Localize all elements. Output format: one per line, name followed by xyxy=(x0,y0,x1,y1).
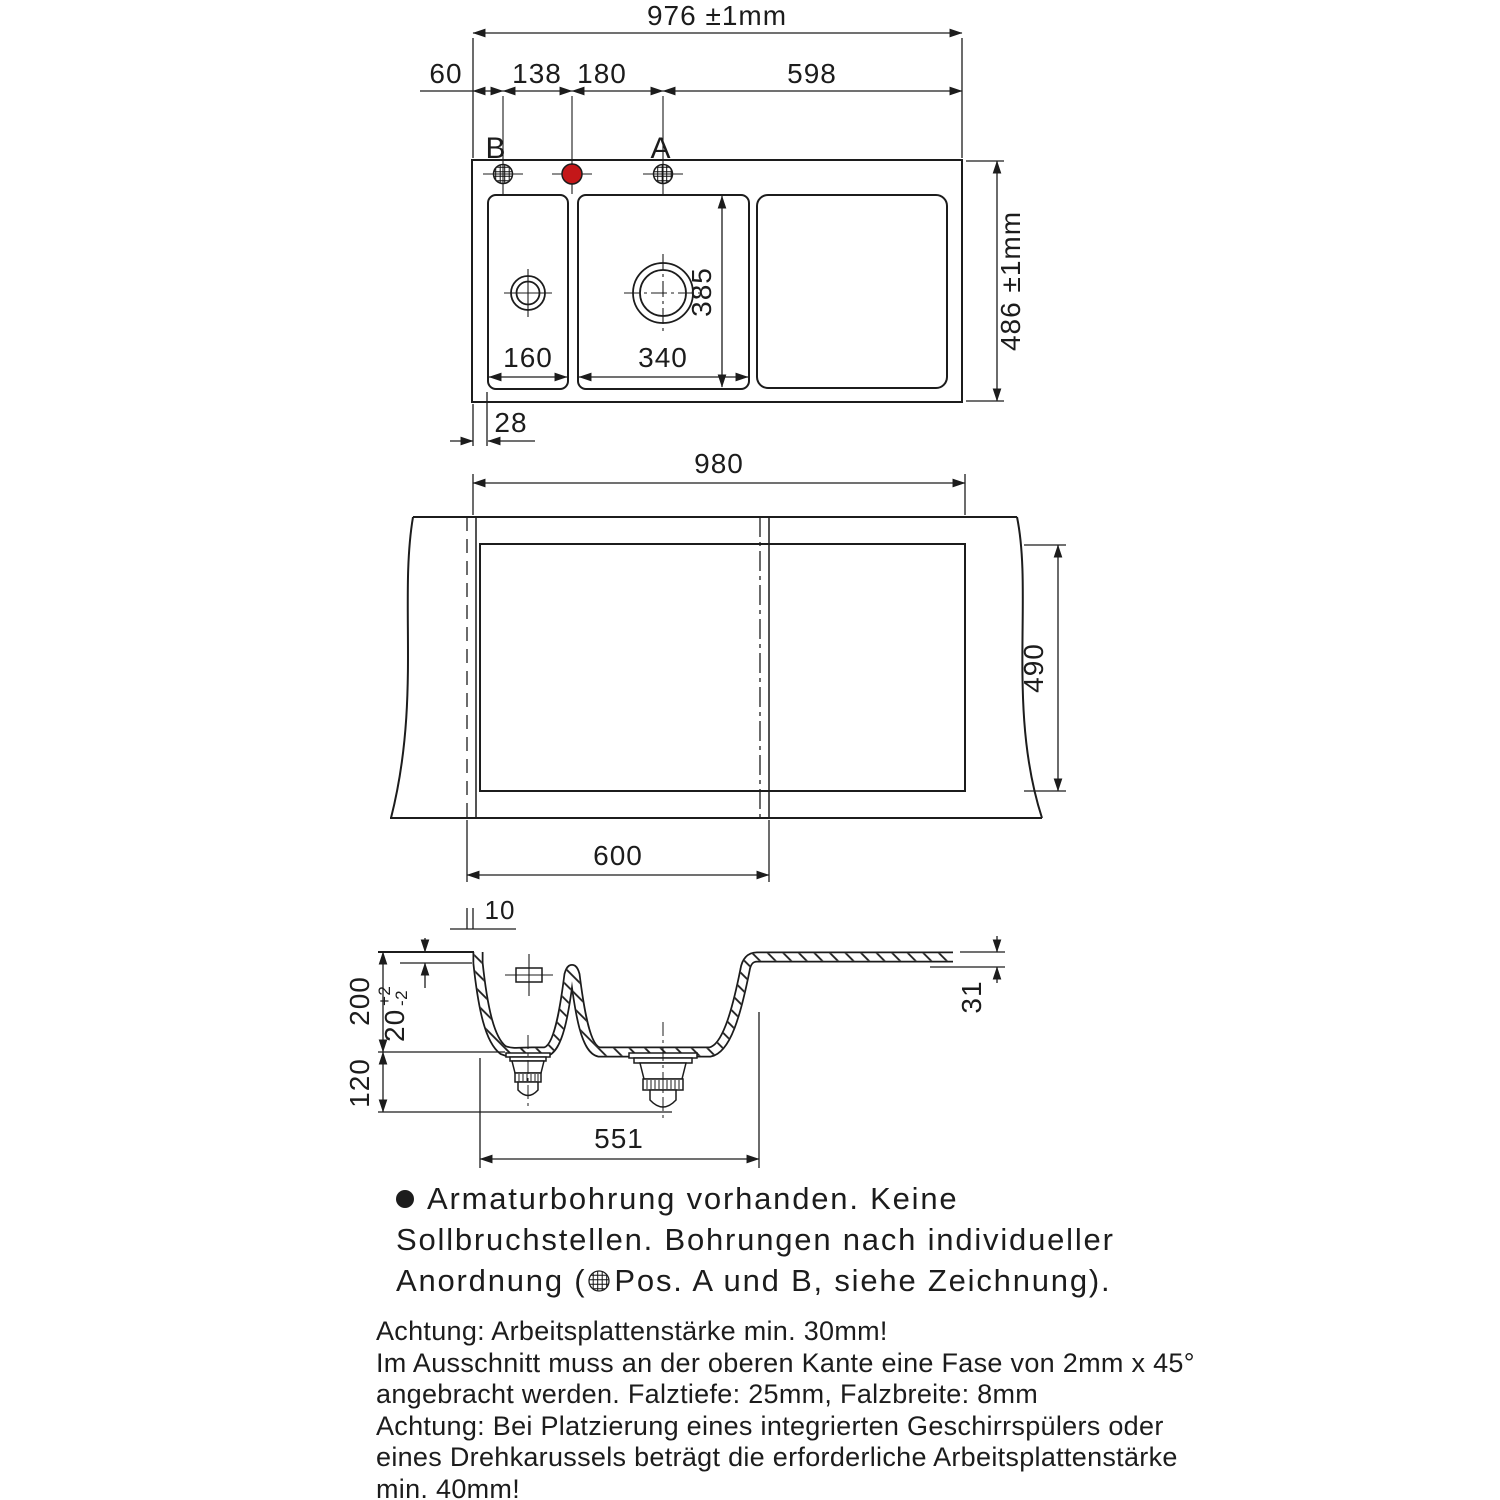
cutout-view xyxy=(390,474,1066,882)
faucet-hole-section xyxy=(505,954,553,996)
dim-board-thickness-label: 31 xyxy=(956,980,987,1014)
notes-line-1 xyxy=(396,1178,1176,1219)
dim-bowl2-width-label: 340 xyxy=(638,342,688,373)
bullet-icon xyxy=(396,1190,414,1208)
drainboard xyxy=(757,195,947,388)
footnotes-block xyxy=(376,1316,1196,1500)
dim-seg-180-label: 180 xyxy=(577,58,627,89)
plan-view-labels xyxy=(429,0,1026,438)
dim-bowl-depth-label: 200 xyxy=(344,976,375,1026)
hole-a-label: A xyxy=(650,132,672,165)
dim-bowl1-width-label: 160 xyxy=(503,342,553,373)
dim-ridge-drop-tol-minus: -2 xyxy=(392,989,411,1006)
hole-red-icon xyxy=(562,164,582,184)
footnote-line-3: angebracht werden. Falztiefe: 25mm, Falzbreite: 8mm xyxy=(376,1379,1039,1409)
plan-view xyxy=(420,33,1004,446)
dim-bowl2-depth-label: 385 xyxy=(686,267,717,317)
notes-line-2-text: Sollbruchstellen. Bohrungen nach individueller xyxy=(396,1222,1115,1257)
drill-position-icon xyxy=(588,1270,610,1292)
dim-overall-width-label: 976 ±1mm xyxy=(646,0,788,31)
notes-line-2 xyxy=(396,1219,1176,1260)
dim-cutout-depth-label: 490 xyxy=(1018,643,1049,693)
dim-cutout-width-label: 980 xyxy=(694,448,744,479)
dim-seg-598-label: 598 xyxy=(787,58,837,89)
hole-b-label: B xyxy=(485,132,507,165)
cutout-rect xyxy=(480,544,965,791)
section-view-labels xyxy=(344,895,987,1154)
small-drain-fitting xyxy=(506,1035,550,1106)
dim-cutout-width xyxy=(473,474,965,515)
small-bowl-drain xyxy=(504,269,552,317)
footnote-line-5: eines Drehkarussels beträgt die erforderliche Arbeitsplattenstärke xyxy=(376,1442,1178,1472)
dim-overall-depth-label: 486 ±1mm xyxy=(995,210,1026,352)
dim-bowl-section-label: 600 xyxy=(593,840,643,871)
notes-line-3-suffix: Pos. A und B, siehe Zeichnung). xyxy=(614,1263,1112,1298)
notes-line-1-text: Armaturbohrung vorhanden. Keine xyxy=(427,1181,959,1216)
worktop-break-left xyxy=(391,517,413,818)
footnote-line-2: Im Ausschnitt muss an der oberen Kante eine Fase von 2mm x 45° xyxy=(376,1347,1195,1378)
dim-seg-60-label: 60 xyxy=(429,58,463,89)
dim-ridge-drop-tol-plus: +2 xyxy=(375,985,394,1006)
dim-bowl-span-label: 551 xyxy=(594,1123,644,1154)
dim-rim-gap-label: 10 xyxy=(484,895,516,925)
notes-block xyxy=(396,1178,1176,1301)
section-view xyxy=(378,908,1005,1168)
dim-ridge-drop-group xyxy=(375,986,411,1042)
dim-edge-offset-label: 28 xyxy=(494,407,528,438)
dim-seg-138-label: 138 xyxy=(512,58,562,89)
hole-a-icon xyxy=(654,165,673,184)
hole-b-icon xyxy=(494,165,513,184)
large-drain-fitting xyxy=(629,1022,697,1118)
footnote-line-4: Achtung: Bei Platzierung eines integrierten Geschirrspülers oder xyxy=(376,1410,1164,1441)
sink-section-body xyxy=(478,952,953,1053)
footnote-line-1: Achtung: Arbeitsplattenstärke min. 30mm! xyxy=(376,1316,888,1346)
notes-line-3-prefix: Anordnung ( xyxy=(396,1263,587,1298)
dim-ridge-drop-label: 20 xyxy=(379,1008,410,1042)
notes-line-3 xyxy=(396,1260,1176,1301)
dim-overall-width xyxy=(473,33,962,158)
cutout-view-labels xyxy=(593,448,1049,871)
footnote-line-6: min. 40mm! xyxy=(376,1473,521,1500)
dim-lower-label: 120 xyxy=(344,1058,375,1108)
